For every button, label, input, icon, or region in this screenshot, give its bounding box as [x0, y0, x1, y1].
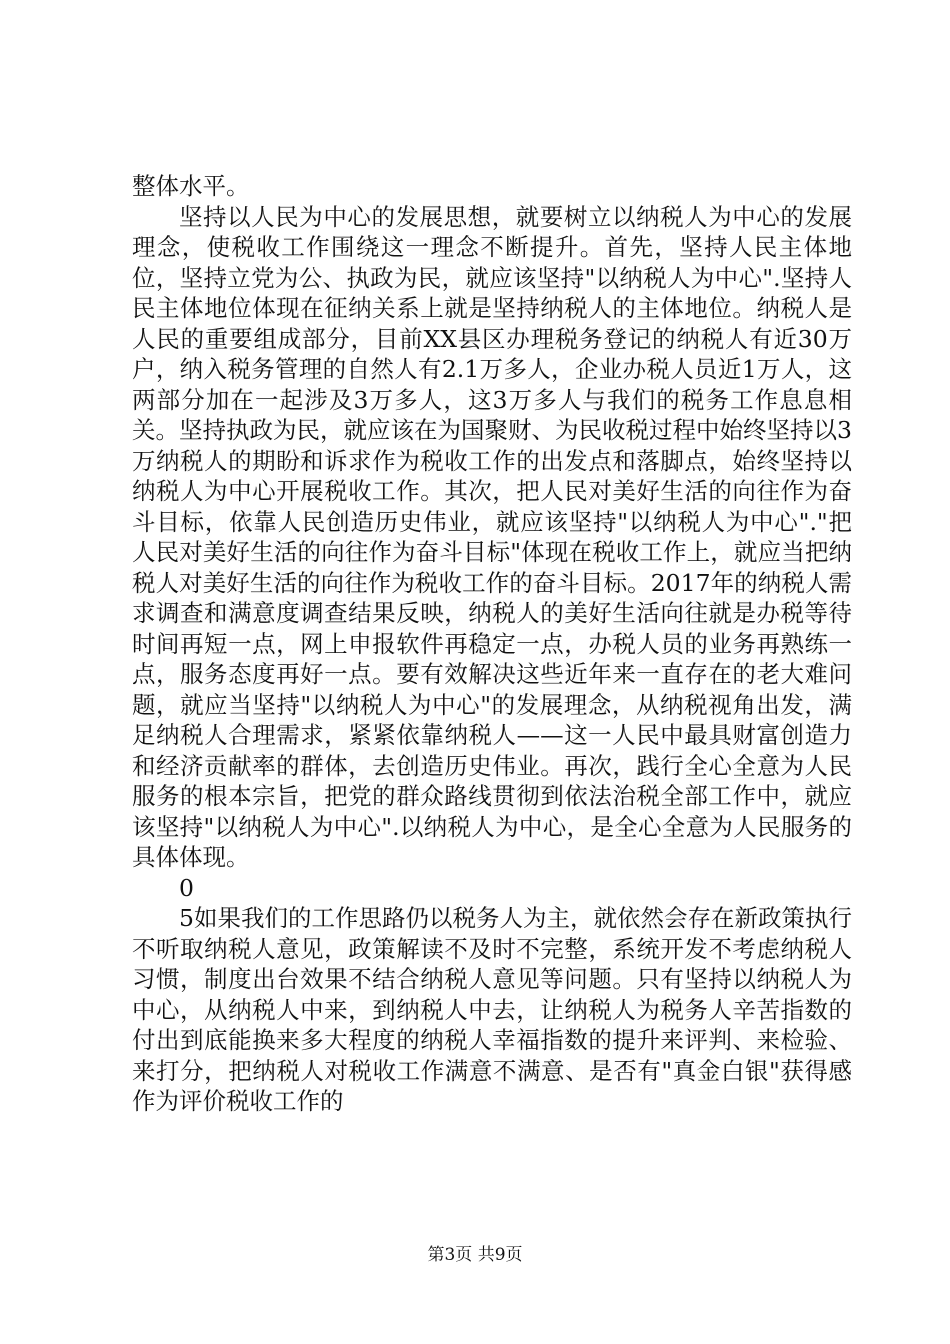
document-body: [132, 171, 852, 1117]
paragraph-stray-number: 0: [179, 873, 194, 902]
paragraph-last: 5如果我们的工作思路仍以税务人为主，就依然会存在新政策执行不听取纳税人意见，政策解读不及时不完整，系统开发不考虑纳税人习惯，制度出台效果不结合纳税人意见等问题。只有坚持以纳税人为中心，从纳税人中来，到纳税人中去，让纳税人为税务人辛苦指数的付出到底能换来多大程度的纳税人幸福指数的提升来评判、来检验、来打分，把纳税人对税收工作满意不满意、是否有"真金白银"获得感作为评价税收工作的: [132, 904, 852, 1115]
page-number-indicator: 第3页 共9页: [427, 1245, 523, 1265]
paragraph-main: 坚持以人民为中心的发展思想，就要树立以纳税人为中心的发展理念，使税收工作围绕这一理念不断提升。首先，坚持人民主体地位，坚持立党为公、执政为民，就应该坚持"以纳税人为中心".坚持人民主体地位体现在征纳关系上就是坚持纳税人的主体地位。纳税人是人民的重要组成部分，目前XX县区办理税务登记的纳税人有近30万户，纳入税务管理的自然人有2.1万多人，企业办税人员近1万人，这两部分加在一起涉及3万多人，这3万多人与我们的税务工作息息相关。坚持执政为民，就应该在为国聚财、为民收税过程中始终坚持以3万纳税人的期盼和诉求作为税收工作的出发点和落脚点，始终坚持以纳税人为中心开展税收工作。其次，把人民对美好生活的向往作为奋斗目标，依靠人民创造历史伟业，就应该坚持"以纳税人为中心"."把人民对美好生活的向往作为奋斗目标"体现在税收工作上，就应当把纳税人对美好生活的向往作为税收工作的奋斗目标。2017年的纳税人需求调查和满意度调查结果反映，纳税人的美好生活向往就是办税等待时间再短一点，网上申报软件再稳定一点，办税人员的业务再熟练一点，服务态度再好一点。要有效解决这些近年来一直存在的老大难问题，就应当坚持"以纳税人为中心"的发展理念，从纳税视角出发，满足纳税人合理需求，紧紧依靠纳税人——这一人民中最具财富创造力和经济贡献率的群体，去创造历史伟业。再次，践行全心全意为人民服务的根本宗旨，把党的群众路线贯彻到依法治税全部工作中，就应该坚持"以纳税人为中心".以纳税人为中心，是全心全意为人民服务的具体体现。: [132, 202, 852, 871]
page-footer: [0, 1240, 950, 1265]
paragraph-continuation: 整体水平。: [132, 172, 250, 200]
